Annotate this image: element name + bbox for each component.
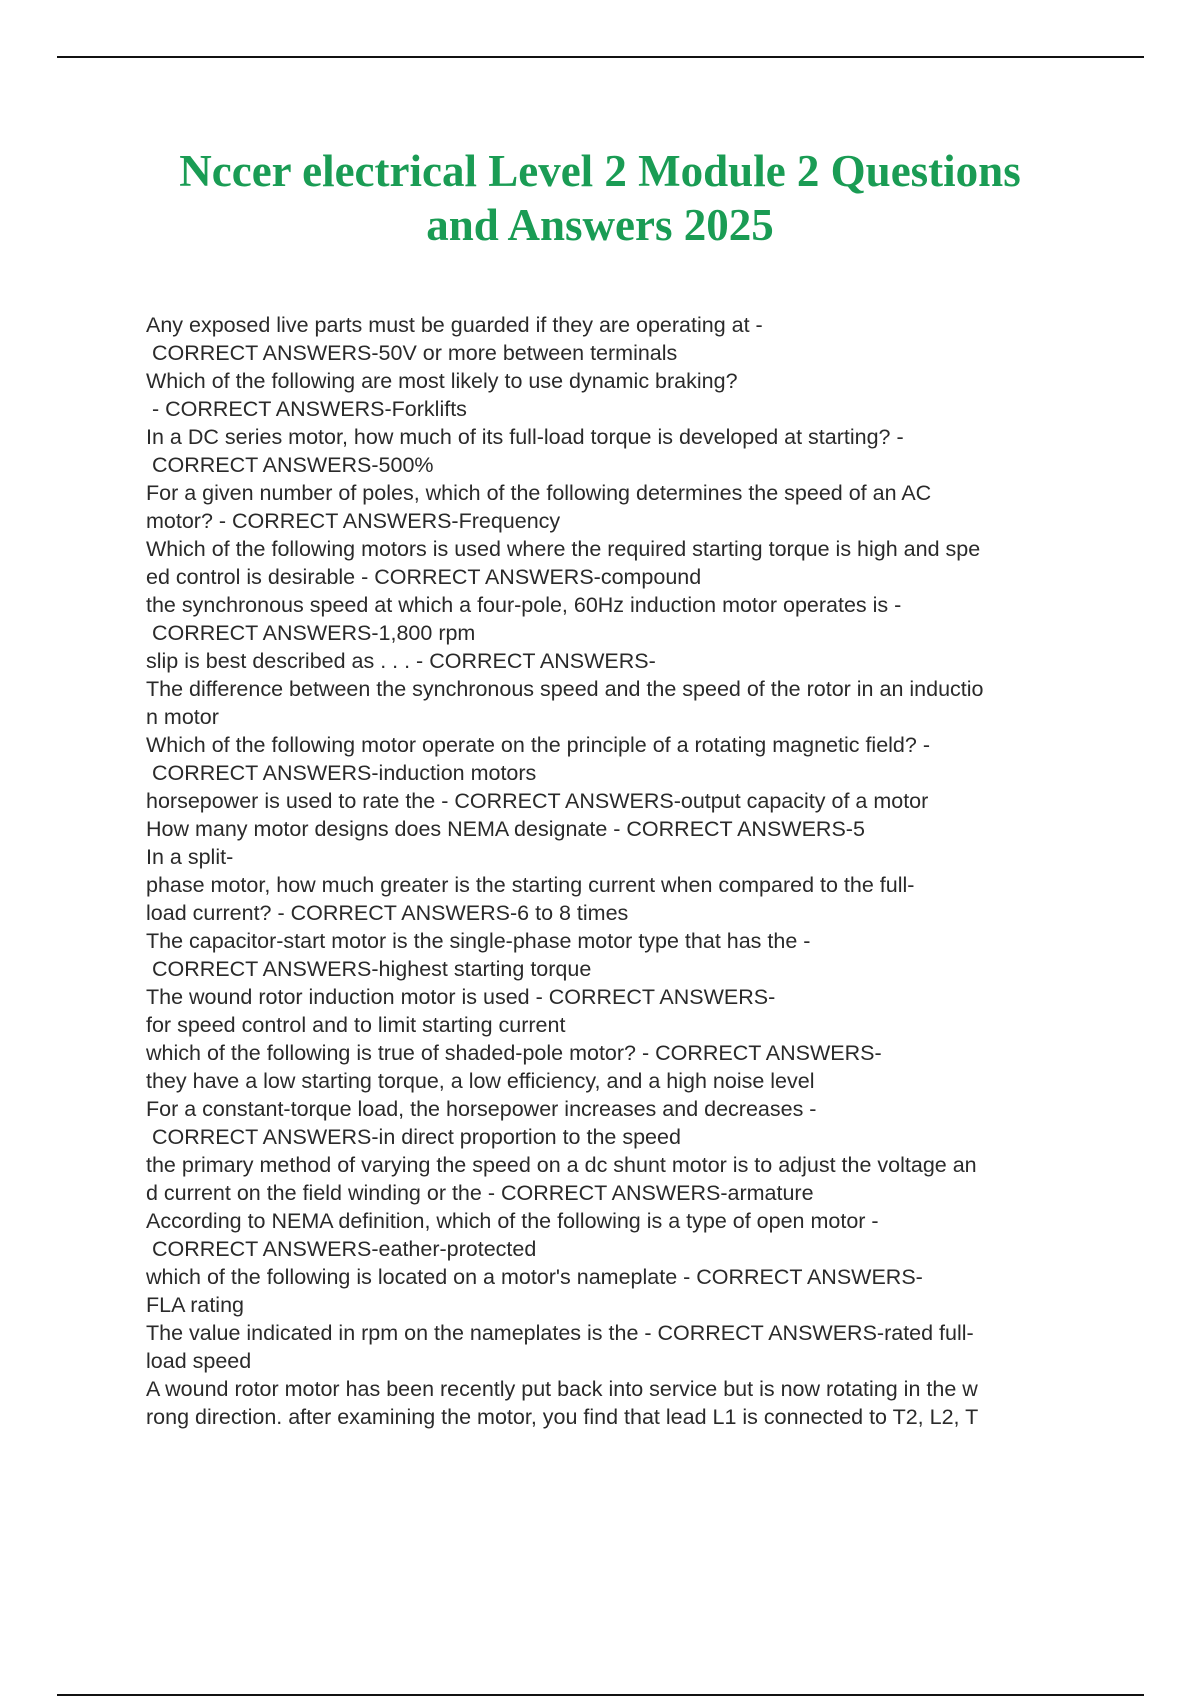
top-rule — [57, 56, 1144, 58]
text-line: CORRECT ANSWERS-500% — [146, 453, 434, 477]
qa-body — [146, 311, 1146, 1431]
title-line-2: and Answers 2025 — [426, 200, 774, 250]
text-line: The difference between the synchronous speed and the speed of the rotor in an inductio — [146, 677, 984, 701]
text-line: The capacitor-start motor is the single-phase motor type that has the - — [146, 929, 811, 953]
text-line: d current on the field winding or the - CORRECT ANSWERS-armature — [146, 1181, 814, 1205]
text-line: phase motor, how much greater is the starting current when compared to the full- — [146, 873, 915, 897]
text-line: CORRECT ANSWERS-50V or more between terminals — [146, 341, 678, 365]
text-line: A wound rotor motor has been recently put back into service but is now rotating in the w — [146, 1377, 978, 1401]
text-line: n motor — [146, 705, 219, 729]
text-line: for speed control and to limit starting current — [146, 1013, 566, 1037]
text-line: In a split- — [146, 845, 234, 869]
text-line: ed control is desirable - CORRECT ANSWERS-compound — [146, 565, 702, 589]
text-line: - CORRECT ANSWERS-Forklifts — [146, 397, 467, 421]
text-line: For a given number of poles, which of the following determines the speed of an AC — [146, 481, 932, 505]
text-line: Which of the following motor operate on the principle of a rotating magnetic field? - — [146, 733, 930, 757]
text-line: motor? - CORRECT ANSWERS-Frequency — [146, 509, 561, 533]
text-line: they have a low starting torque, a low efficiency, and a high noise level — [146, 1069, 815, 1093]
text-line: CORRECT ANSWERS-induction motors — [146, 761, 537, 785]
text-line: CORRECT ANSWERS-eather-protected — [146, 1237, 537, 1261]
text-line: which of the following is located on a motor's nameplate - CORRECT ANSWERS- — [146, 1265, 923, 1289]
title-line-1: Nccer electrical Level 2 Module 2 Questions — [179, 146, 1021, 196]
text-line: rong direction. after examining the motor, you find that lead L1 is connected to T2, L2, T — [146, 1405, 979, 1429]
text-line: According to NEMA definition, which of the following is a type of open motor - — [146, 1209, 879, 1233]
text-line: The wound rotor induction motor is used - CORRECT ANSWERS- — [146, 985, 776, 1009]
text-line: CORRECT ANSWERS-highest starting torque — [146, 957, 592, 981]
text-line: load current? - CORRECT ANSWERS-6 to 8 times — [146, 901, 629, 925]
text-line: How many motor designs does NEMA designate - CORRECT ANSWERS-5 — [146, 817, 865, 841]
text-line: the synchronous speed at which a four-pole, 60Hz induction motor operates is - — [146, 593, 902, 617]
text-line: FLA rating — [146, 1293, 244, 1317]
text-line: Any exposed live parts must be guarded if they are operating at - — [146, 313, 763, 337]
text-line: which of the following is true of shaded-pole motor? - CORRECT ANSWERS- — [146, 1041, 882, 1065]
text-line: horsepower is used to rate the - CORRECT ANSWERS-output capacity of a motor — [146, 789, 929, 813]
text-line: CORRECT ANSWERS-in direct proportion to the speed — [146, 1125, 681, 1149]
text-line: CORRECT ANSWERS-1,800 rpm — [146, 621, 476, 645]
text-line: In a DC series motor, how much of its full-load torque is developed at starting? - — [146, 425, 904, 449]
text-line: load speed — [146, 1349, 252, 1373]
text-line: the primary method of varying the speed on a dc shunt motor is to adjust the voltage an — [146, 1153, 977, 1177]
text-line: Which of the following motors is used where the required starting torque is high and spe — [146, 537, 981, 561]
text-line: The value indicated in rpm on the nameplates is the - CORRECT ANSWERS-rated full- — [146, 1321, 974, 1345]
bottom-rule — [57, 1694, 1144, 1696]
text-line: For a constant-torque load, the horsepower increases and decreases - — [146, 1097, 817, 1121]
text-line: slip is best described as . . . - CORRECT ANSWERS- — [146, 649, 656, 673]
text-line: Which of the following are most likely to use dynamic braking? — [146, 369, 738, 393]
document-title — [60, 144, 1140, 252]
